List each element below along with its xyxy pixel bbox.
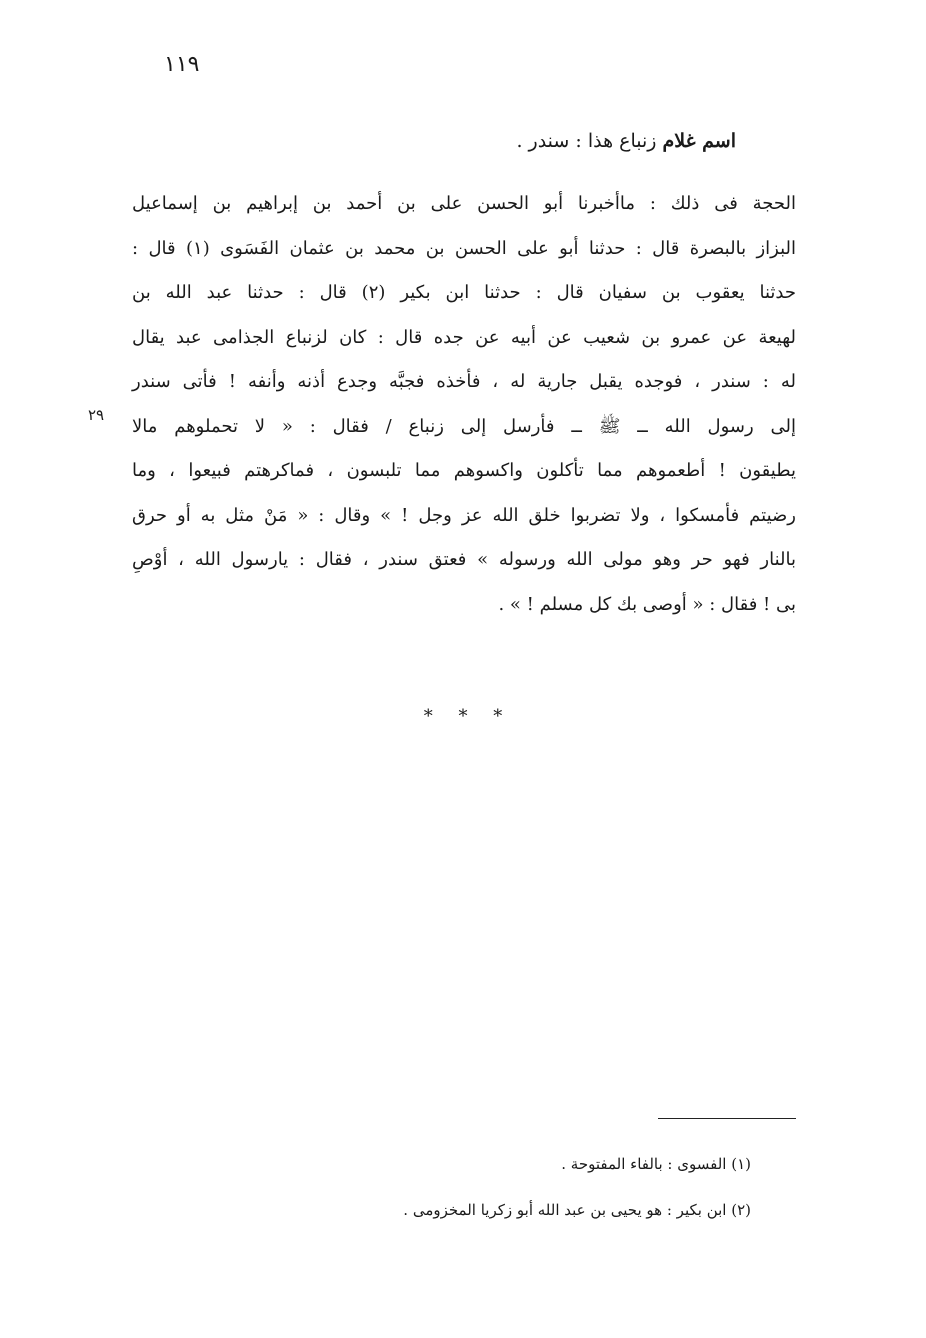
footnotes: [403, 1148, 751, 1240]
body-line-7: يطيقون ! أطعموهم مما تأكلون واكسوهم مما تلبسون ، فماكرهتم فبيعوا ، وما: [132, 460, 796, 481]
body-line-10: بى ! فقال : « أوصى بك كل مسلم ! » .: [498, 593, 796, 615]
body-line-1: الحجة فى ذلك : ماأخبرنا أبو الحسن على بن أحمد بن إبراهيم بن إسماعيل: [132, 193, 796, 214]
margin-page-reference: ٢٩: [88, 406, 105, 424]
body-line-8: رضيتم فأمسكوا ، ولا تضربوا خلق الله عز وجل ! » وقال : « مَنْ مثل به أو حرق: [132, 504, 796, 526]
body-paragraph: [132, 182, 796, 627]
section-separator: * * *: [423, 706, 513, 727]
body-line-2: البزاز بالبصرة قال : حدثنا أبو على الحسن بن محمد بن عثمان الفَسَوى (١) قال :: [132, 237, 796, 259]
body-line-3: حدثنا يعقوب بن سفيان قال : حدثنا ابن بكير (٢) قال : حدثنا عبد الله بن: [132, 282, 797, 303]
page-number: ١١٩: [164, 52, 200, 77]
footnote-divider: [658, 1118, 796, 1119]
opening-line-rest: زنباع هذا : سندر .: [516, 130, 663, 152]
footnote-2: (٢) ابن بكير : هو يحيى بن عبد الله أبو زكريا المخزومى .: [403, 1201, 751, 1219]
opening-line: [516, 130, 736, 152]
body-line-9: بالنار فهو حر وهو مولى الله ورسوله » فعتق سندر ، فقال : يارسول الله ، أوْصِ: [132, 549, 796, 570]
body-line-4: لهيعة عن عمرو بن شعيب عن أبيه عن جده قال : كان لزنباع الجذامى عبد يقال: [132, 326, 796, 348]
opening-line-bold: اسم غلام: [662, 130, 736, 152]
body-line-5: له : سندر ، فوجده يقبل جارية له ، فأخذه فجبَّه وجدع أذنه وأنفه ! فأتى سندر: [132, 371, 796, 392]
footnote-1: (١) الفسوى : بالفاء المفتوحة .: [561, 1155, 751, 1173]
body-line-6: إلى رسول الله ــ ﷺ ــ فأرسل إلى زنباع / فقال : « لا تحملوهم مالا: [132, 415, 796, 437]
